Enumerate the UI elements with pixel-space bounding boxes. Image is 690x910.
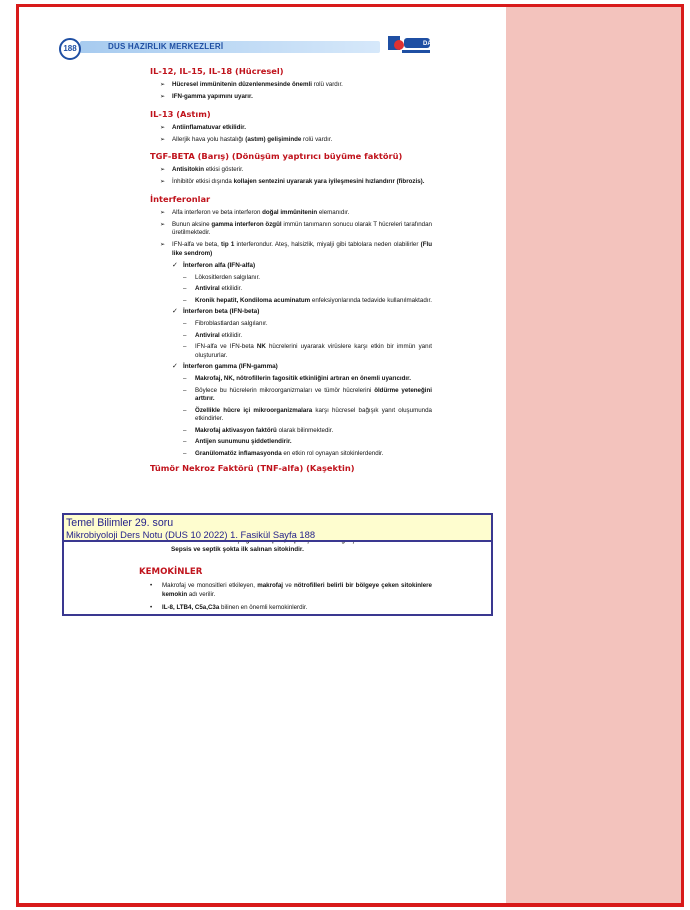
text-bold: Granülomatöz inflamasyonda <box>195 449 282 457</box>
note-title: Temel Bilimler 29. soru <box>66 517 174 529</box>
arrow-bullet-icon: ➢ <box>160 93 166 100</box>
text-bold: nötrofilleri belirli bir bölgeye çeken sitokinlere kemokin <box>162 582 432 598</box>
kemokin-list <box>150 582 432 618</box>
list-item <box>150 375 432 384</box>
dash-bullet-icon: – <box>183 449 187 457</box>
text: İnterferon beta (IFN-beta) <box>183 308 260 315</box>
check-icon: ✓ <box>172 261 178 269</box>
text-bold: doğal immünitenin <box>262 208 318 216</box>
dash-bullet-icon: – <box>183 285 187 292</box>
dash-bullet-icon: – <box>183 426 187 434</box>
text-bold: kollajen sentezini uyararak yara iyileşmesini hızlandırır (fibrozis). <box>233 178 425 185</box>
dash-bullet-icon: – <box>183 320 187 327</box>
text: IFN-alfa ve IFN-beta <box>195 343 257 350</box>
main-content <box>150 66 432 478</box>
text-bold: (Flu like sendrom) <box>172 241 432 257</box>
tnf-sepsis-text: Sepsis ve septik şokta ilk salınan sitokindir. <box>171 546 304 553</box>
text: etkisi gösterir. <box>203 166 244 173</box>
dot-bullet-icon: • <box>150 582 153 589</box>
heading-tgf-beta: TGF-BETA (Barış) (Dönüşüm yaptırıcı büyüme faktörü) <box>150 151 403 161</box>
dash-bullet-icon: – <box>183 386 187 394</box>
text: İnhibitör etkisi dışında <box>172 178 234 185</box>
text: etkilidir. <box>219 285 243 292</box>
list-item <box>150 320 432 329</box>
subheading-ifn-gamma <box>150 363 432 372</box>
text-bold: NK <box>256 343 266 350</box>
text: adı verilir. <box>187 590 216 598</box>
list-item <box>150 178 432 187</box>
arrow-bullet-icon: ➢ <box>160 135 166 143</box>
text: İnterferon gamma (IFN-gamma) <box>183 363 278 370</box>
heading-il12: IL-12, IL-15, IL-18 (Hücresel) <box>150 66 284 76</box>
heading-tnf: Tümör Nekroz Faktörü (TNF-alfa) (Kaşektin) <box>150 463 355 473</box>
text-bold: öldürme yeteneğini arttırır. <box>195 386 432 402</box>
text: Alfa interferon ve beta interferon <box>172 208 263 216</box>
text: rolü vardır. <box>311 81 343 88</box>
text: rolü vardır. <box>301 135 333 143</box>
logo-text: DATA <box>423 41 439 47</box>
list-item <box>150 166 432 175</box>
arrow-bullet-icon: ➢ <box>160 241 166 248</box>
dot-bullet-icon: • <box>150 604 153 611</box>
logo-strip <box>402 50 430 53</box>
list-item <box>150 332 432 341</box>
source-note-box <box>62 513 493 542</box>
text: Böylece bu hücrelerin mikroorganizmaları ve tümör hücrelerini <box>195 386 375 394</box>
list-item <box>150 136 432 145</box>
text: Lökositlerden salgılanır. <box>195 273 261 281</box>
check-icon: ✓ <box>172 308 178 315</box>
arrow-bullet-icon: ➢ <box>160 220 166 228</box>
arrow-bullet-icon: ➢ <box>160 178 166 185</box>
text: enfeksiyonlarında tedavide kullanılmaktadır. <box>310 296 432 304</box>
list-item <box>150 427 432 436</box>
heading-interferonlar: İnterferonlar <box>150 193 211 204</box>
text: İnterferon alfa (IFN-alfa) <box>183 261 256 269</box>
dash-bullet-icon: – <box>183 331 187 339</box>
list-item <box>150 297 432 306</box>
heading-il13: IL-13 (Astım) <box>150 108 211 119</box>
text: Makrofaj ve monositleri etkileyen, <box>162 582 258 589</box>
text-bold: Kronik hepatit, Kondiloma acuminatum <box>195 296 311 304</box>
text-bold: Antiviral <box>195 331 220 339</box>
text: olarak bilinmektedir. <box>276 426 334 434</box>
list-item <box>150 124 432 133</box>
text: hücrelerini uyararak virüslere karşı etkin bir immün yanıt oluştururlar. <box>195 343 432 359</box>
dash-bullet-icon: – <box>183 343 187 350</box>
text-bold: IFN-gamma yapımını uyarır. <box>172 93 253 100</box>
list-item <box>150 407 432 424</box>
arrow-bullet-icon: ➢ <box>160 208 166 216</box>
text: Bunun aksine <box>172 220 212 228</box>
text-bold: Hücresel immünitenin düzenlenmesinde önemli <box>172 81 312 88</box>
arrow-bullet-icon: ➢ <box>160 81 166 88</box>
list-item <box>150 582 432 599</box>
heading-kemokinler: KEMOKİNLER <box>139 567 203 577</box>
text: ve <box>283 582 294 589</box>
text-bold: gamma interferon özgül <box>211 220 282 228</box>
list-item <box>150 387 432 404</box>
text: interferondur. Ateş, halsizlik, miyalji gibi tablolara neden olabilirler <box>234 241 421 248</box>
text-bold: Makrofaj, NK, nötrofillerin fagositik etkinliğini artıran en önemli uyarıcıdır. <box>195 375 411 382</box>
list-item <box>150 274 432 283</box>
dash-bullet-icon: – <box>183 375 187 382</box>
list-item <box>150 221 432 238</box>
list-item <box>150 450 432 459</box>
text-bold: gelişiminde <box>265 135 302 143</box>
text-bold: Özellikle hücre içi mikroorganizmalara <box>195 406 313 414</box>
text-bold: tip 1 <box>221 241 235 248</box>
list-item <box>150 438 432 447</box>
side-margin-panel <box>506 7 681 904</box>
arrow-bullet-icon: ➢ <box>160 123 166 131</box>
text: etkilidir. <box>219 331 243 339</box>
subheading-ifn-beta <box>150 308 432 317</box>
list-item <box>150 81 432 90</box>
list-item <box>150 343 432 360</box>
dash-bullet-icon: – <box>183 438 187 445</box>
text: elemanıdır. <box>317 208 350 216</box>
text-bold: IL-8, LTB4, C5a,C3a <box>162 604 220 611</box>
text: IFN-alfa ve beta, <box>172 241 222 248</box>
text: immün tanımanın sonucu olarak T hücreleri tarafından üretilmektedir. <box>172 220 432 236</box>
dash-bullet-icon: – <box>183 406 187 414</box>
text: Allerjik hava yolu hastalığı <box>172 135 246 143</box>
text-bold: Antisitokin <box>172 166 204 173</box>
list-item <box>150 604 432 613</box>
dash-bullet-icon: – <box>183 273 187 281</box>
subheading-ifn-alfa <box>150 262 432 271</box>
page-number: 188 <box>59 38 81 60</box>
publisher-logo <box>388 36 439 56</box>
text-bold: makrofaj <box>257 582 284 589</box>
text: bilinen en önemli kemokinlerdir. <box>219 604 308 611</box>
list-item <box>150 241 432 258</box>
list-item <box>150 93 432 102</box>
text: en etkin rol oynayan sitokinlerdendir. <box>281 449 384 457</box>
list-item <box>150 285 432 294</box>
text-bold: (astım) <box>245 135 266 143</box>
logo-badge <box>404 38 439 48</box>
logo-circle-shape <box>394 40 404 50</box>
list-item <box>150 209 432 218</box>
check-icon: ✓ <box>172 363 178 370</box>
bottom-border-bar <box>16 903 684 907</box>
dash-bullet-icon: – <box>183 296 187 304</box>
text-bold: Antijen sunumunu şiddetlendirir. <box>195 438 292 445</box>
header-title: DUS HAZIRLIK MERKEZLERİ <box>108 42 224 51</box>
text-bold: Antiinflamatuvar etkilidir. <box>172 123 246 131</box>
text: karşı hücresel bağışık yanıt oluşumunda etkindirler. <box>195 406 433 422</box>
text-bold: Antiviral <box>195 285 220 292</box>
arrow-bullet-icon: ➢ <box>160 166 166 173</box>
text: Fibroblastlardan salgılanır. <box>195 320 268 327</box>
text-bold: Makrofaj aktivasyon faktörü <box>195 426 277 434</box>
note-source: Mikrobiyoloji Ders Notu (DUS 10 2022) 1. Fasikül Sayfa 188 <box>66 529 316 540</box>
